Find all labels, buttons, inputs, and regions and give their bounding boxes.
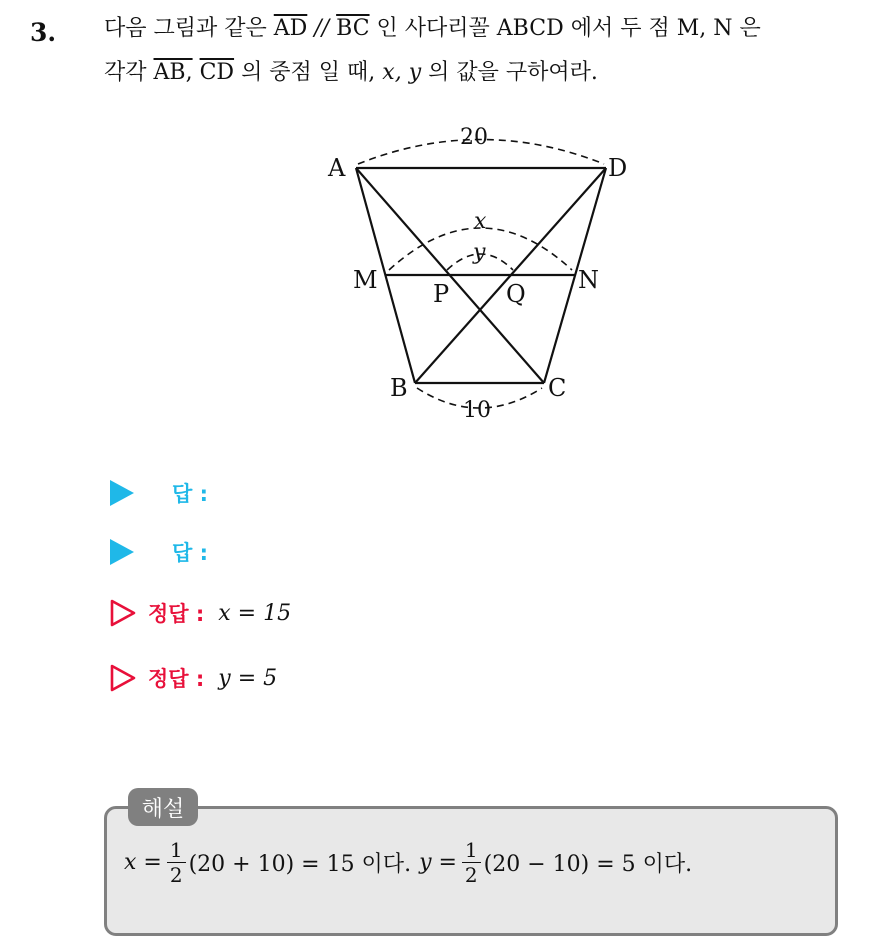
label-c: C <box>548 374 567 402</box>
play-triangle-icon <box>110 480 134 506</box>
explanation-x-lhs: x = <box>124 850 162 875</box>
label-20: 20 <box>460 125 488 150</box>
question-text: 각각 <box>104 60 147 85</box>
outline-triangle-icon <box>110 664 136 692</box>
label-10: 10 <box>463 398 491 423</box>
question-line-1 <box>104 14 761 44</box>
correct-answer-row-2 <box>110 663 277 693</box>
label-y: y <box>473 240 486 265</box>
fraction-denominator: 2 <box>169 863 183 887</box>
correct-answer-row-1 <box>110 598 291 628</box>
label-b: B <box>390 374 408 402</box>
explanation-y-lhs: y = <box>419 850 457 875</box>
answer-label: 답 : <box>172 541 208 565</box>
label-q: Q <box>506 280 526 308</box>
explanation-tag: 해설 <box>128 788 198 826</box>
variable-x: x, <box>382 60 402 85</box>
correct-answer-value: x = 15 <box>218 600 292 626</box>
label-a: A <box>328 154 346 182</box>
fraction <box>167 838 186 887</box>
label-p: P <box>433 280 450 308</box>
answer-row-1 <box>110 478 208 508</box>
fraction-denominator: 2 <box>464 863 478 887</box>
label-m: M <box>353 266 378 294</box>
segment-bc: $\overline{BC}$ <box>336 16 370 41</box>
answer-label: 답 : <box>172 482 208 506</box>
correct-answer-label: 정답 : <box>148 667 205 691</box>
label-d: D <box>608 154 628 182</box>
variable-y: y <box>408 60 422 85</box>
question-line-2 <box>104 58 598 88</box>
outline-triangle-icon <box>110 599 136 627</box>
correct-answer-value: y = 5 <box>218 665 278 691</box>
fraction <box>462 838 481 887</box>
label-n: N <box>578 266 599 294</box>
question-text: 의 값을 구하여라. <box>428 60 598 85</box>
segment-ab: AB, <box>153 60 193 85</box>
question-text: 인 사다리꼴 ABCD 에서 두 점 M, N 은 <box>376 16 761 41</box>
question-text: 다음 그림과 같은 <box>104 16 267 41</box>
label-x: x <box>474 209 487 234</box>
explanation-text <box>124 838 692 887</box>
fraction-numerator: 1 <box>462 838 481 863</box>
explanation-y-rhs: (20 − 10) = 5 이다. <box>483 852 693 877</box>
trapezoid-figure <box>320 118 640 430</box>
answer-row-2 <box>110 537 208 567</box>
play-triangle-icon <box>110 539 134 565</box>
segment-cd: $\overline{CD}$ <box>199 60 235 85</box>
question-text: 의 중점 일 때, <box>241 60 376 85</box>
fraction-numerator: 1 <box>167 838 186 863</box>
segment-ad: $\overline{AD}$ <box>273 16 308 41</box>
parallel-symbol: // <box>314 16 330 41</box>
correct-answer-label: 정답 : <box>148 602 205 626</box>
question-number: 3. <box>30 18 57 47</box>
explanation-x-rhs: (20 + 10) = 15 이다. <box>188 852 412 877</box>
